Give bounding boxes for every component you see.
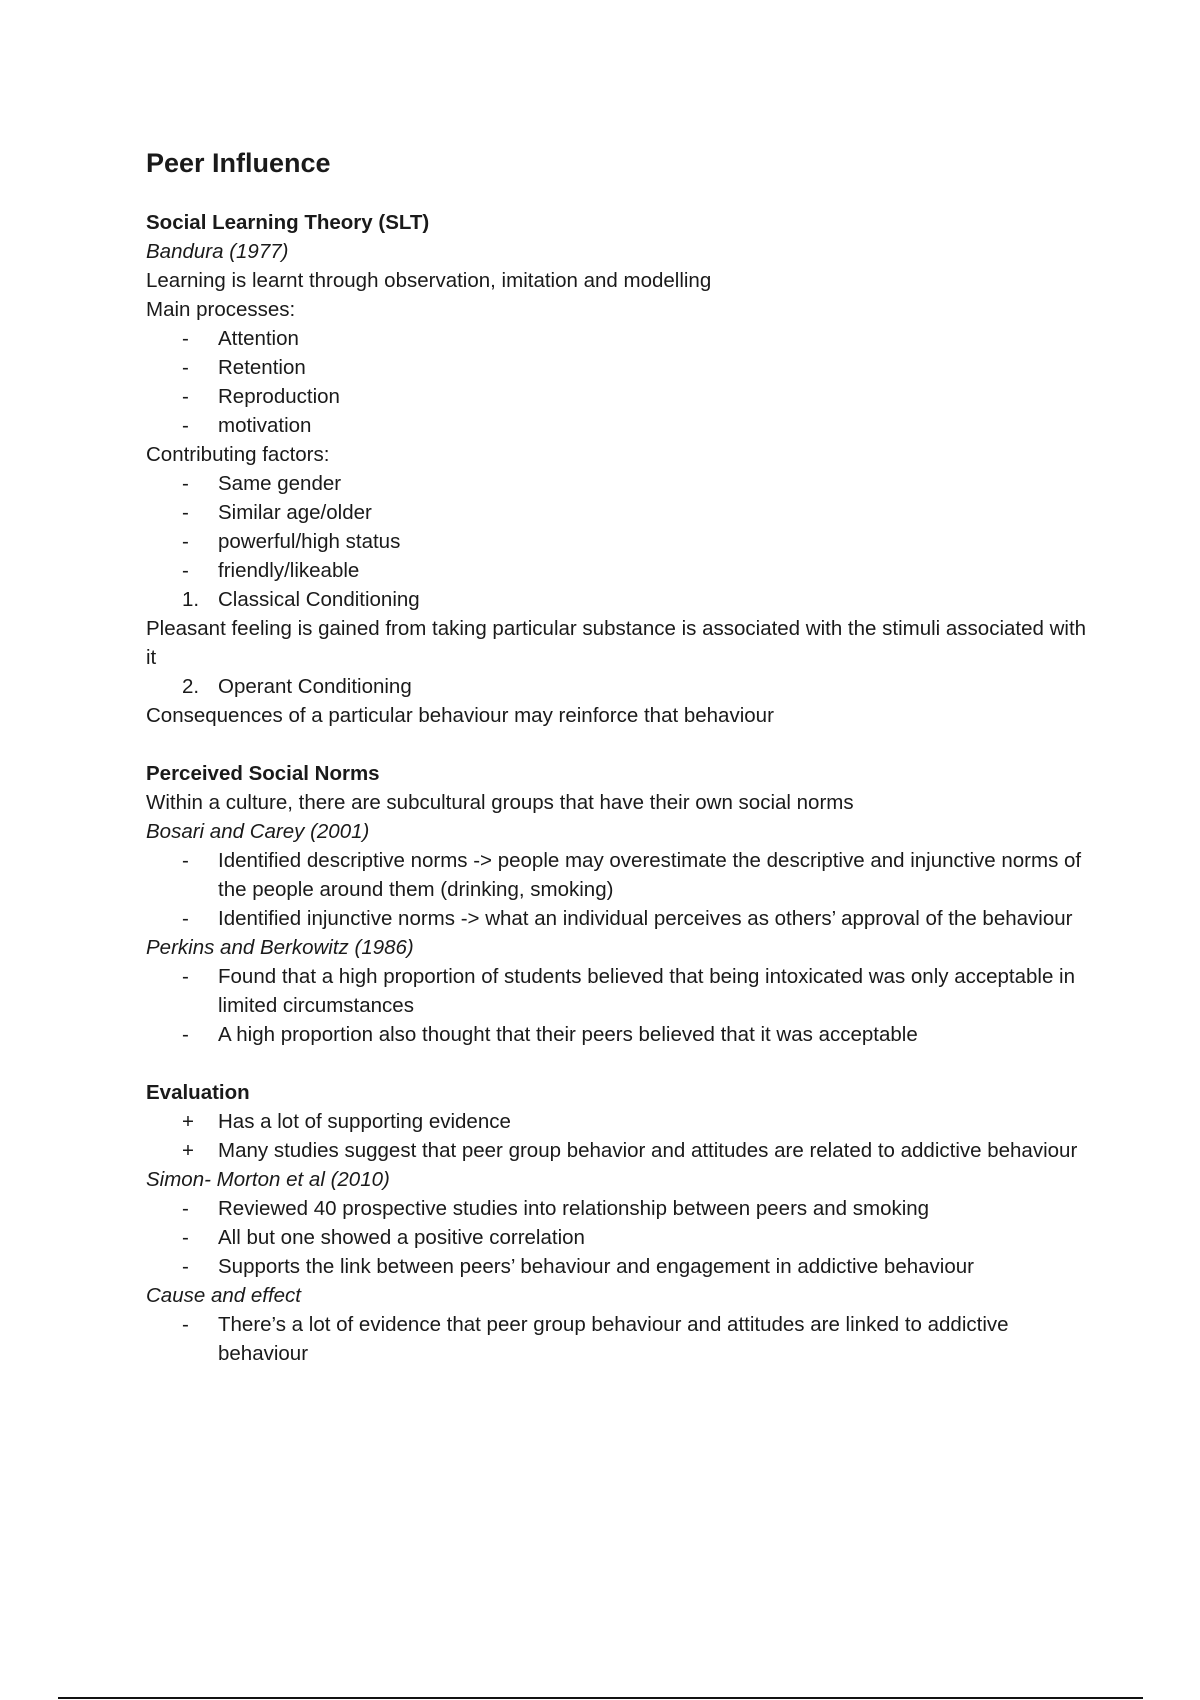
norms-heading: Perceived Social Norms [146,762,380,785]
dash-marker: - [182,530,189,553]
plus-marker: + [182,1110,194,1133]
point-text: Identified injunctive norms -> what an individual perceives as others’ approval of the behaviour [218,907,1073,930]
operant-label: Operant Conditioning [218,675,412,698]
point-text: Identified descriptive norms -> people may overestimate the descriptive and injunctive norms of the people around them (drinking, smoking) [218,849,1082,901]
processes-list [146,324,1096,440]
list-item [146,1107,1096,1136]
page-bottom-rule [58,1697,1143,1699]
list-item [146,962,1096,1020]
document-page [146,146,1096,1368]
dash-marker: - [182,965,189,988]
list-item [146,527,1096,556]
slt-heading: Social Learning Theory (SLT) [146,211,430,234]
list-item [146,556,1096,585]
list-item [146,1310,1096,1368]
norms-section [146,759,1096,1049]
process-text: Retention [218,356,306,379]
list-item [146,1223,1096,1252]
processes-label: Main processes: [146,298,296,321]
bosari-points [146,846,1096,933]
list-item [146,1020,1096,1049]
list-item [146,1136,1096,1165]
dash-marker: - [182,385,189,408]
point-text: There’s a lot of evidence that peer group behaviour and attitudes are linked to addictive behaviour [218,1313,1009,1365]
classical-text: Pleasant feeling is gained from taking particular substance is associated with the stimuli associated with it [146,617,1087,669]
factors-list [146,469,1096,585]
cause-effect-points [146,1310,1096,1368]
evaluation-heading: Evaluation [146,1081,250,1104]
point-text: Many studies suggest that peer group behavior and attitudes are related to addictive behaviour [218,1139,1078,1162]
slt-section [146,208,1096,730]
list-item [146,846,1096,904]
factor-text: Similar age/older [218,501,372,524]
operant-conditioning-item [146,672,1096,701]
bosari-citation: Bosari and Carey (2001) [146,820,370,843]
list-item [146,904,1096,933]
process-text: Reproduction [218,385,340,408]
list-item [146,1194,1096,1223]
list-item [146,672,1096,701]
dash-marker: - [182,501,189,524]
evaluation-section [146,1078,1096,1368]
perkins-points [146,962,1096,1049]
simon-morton-points [146,1194,1096,1281]
point-text: Found that a high proportion of students believed that being intoxicated was only acceptable in limited circumstances [218,965,1076,1017]
dash-marker: - [182,1313,189,1336]
slt-intro: Learning is learnt through observation, imitation and modelling [146,269,712,292]
number-marker: 2. [182,675,200,698]
list-item [146,469,1096,498]
norms-intro: Within a culture, there are subcultural groups that have their own social norms [146,791,854,814]
plus-marker: + [182,1139,194,1162]
perkins-citation: Perkins and Berkowitz (1986) [146,936,414,959]
operant-text: Consequences of a particular behaviour may reinforce that behaviour [146,704,774,727]
list-item [146,353,1096,382]
factors-label: Contributing factors: [146,443,330,466]
simon-morton-citation: Simon- Morton et al (2010) [146,1168,390,1191]
section-spacer [146,730,1096,759]
point-text: Reviewed 40 prospective studies into relationship between peers and smoking [218,1197,930,1220]
list-item [146,411,1096,440]
dash-marker: - [182,1255,189,1278]
dash-marker: - [182,472,189,495]
process-text: Attention [218,327,299,350]
dash-marker: - [182,1197,189,1220]
dash-marker: - [182,327,189,350]
section-spacer [146,1049,1096,1078]
factor-text: powerful/high status [218,530,401,553]
point-text: Supports the link between peers’ behaviour and engagement in addictive behaviour [218,1255,974,1278]
list-item [146,324,1096,353]
number-marker: 1. [182,588,200,611]
list-item [146,498,1096,527]
dash-marker: - [182,849,189,872]
list-item [146,585,1096,614]
dash-marker: - [182,414,189,437]
page-title: Peer Influence [146,148,331,178]
point-text: Has a lot of supporting evidence [218,1110,511,1133]
slt-citation: Bandura (1977) [146,240,289,263]
dash-marker: - [182,559,189,582]
classical-label: Classical Conditioning [218,588,420,611]
list-item [146,382,1096,411]
process-text: motivation [218,414,312,437]
list-item [146,1252,1096,1281]
factor-text: friendly/likeable [218,559,360,582]
point-text: All but one showed a positive correlation [218,1226,585,1249]
dash-marker: - [182,1023,189,1046]
plus-points [146,1107,1096,1165]
cause-effect-label: Cause and effect [146,1284,301,1307]
classical-conditioning-item [146,585,1096,614]
dash-marker: - [182,1226,189,1249]
dash-marker: - [182,907,189,930]
factor-text: Same gender [218,472,342,495]
dash-marker: - [182,356,189,379]
point-text: A high proportion also thought that their peers believed that it was acceptable [218,1023,918,1046]
